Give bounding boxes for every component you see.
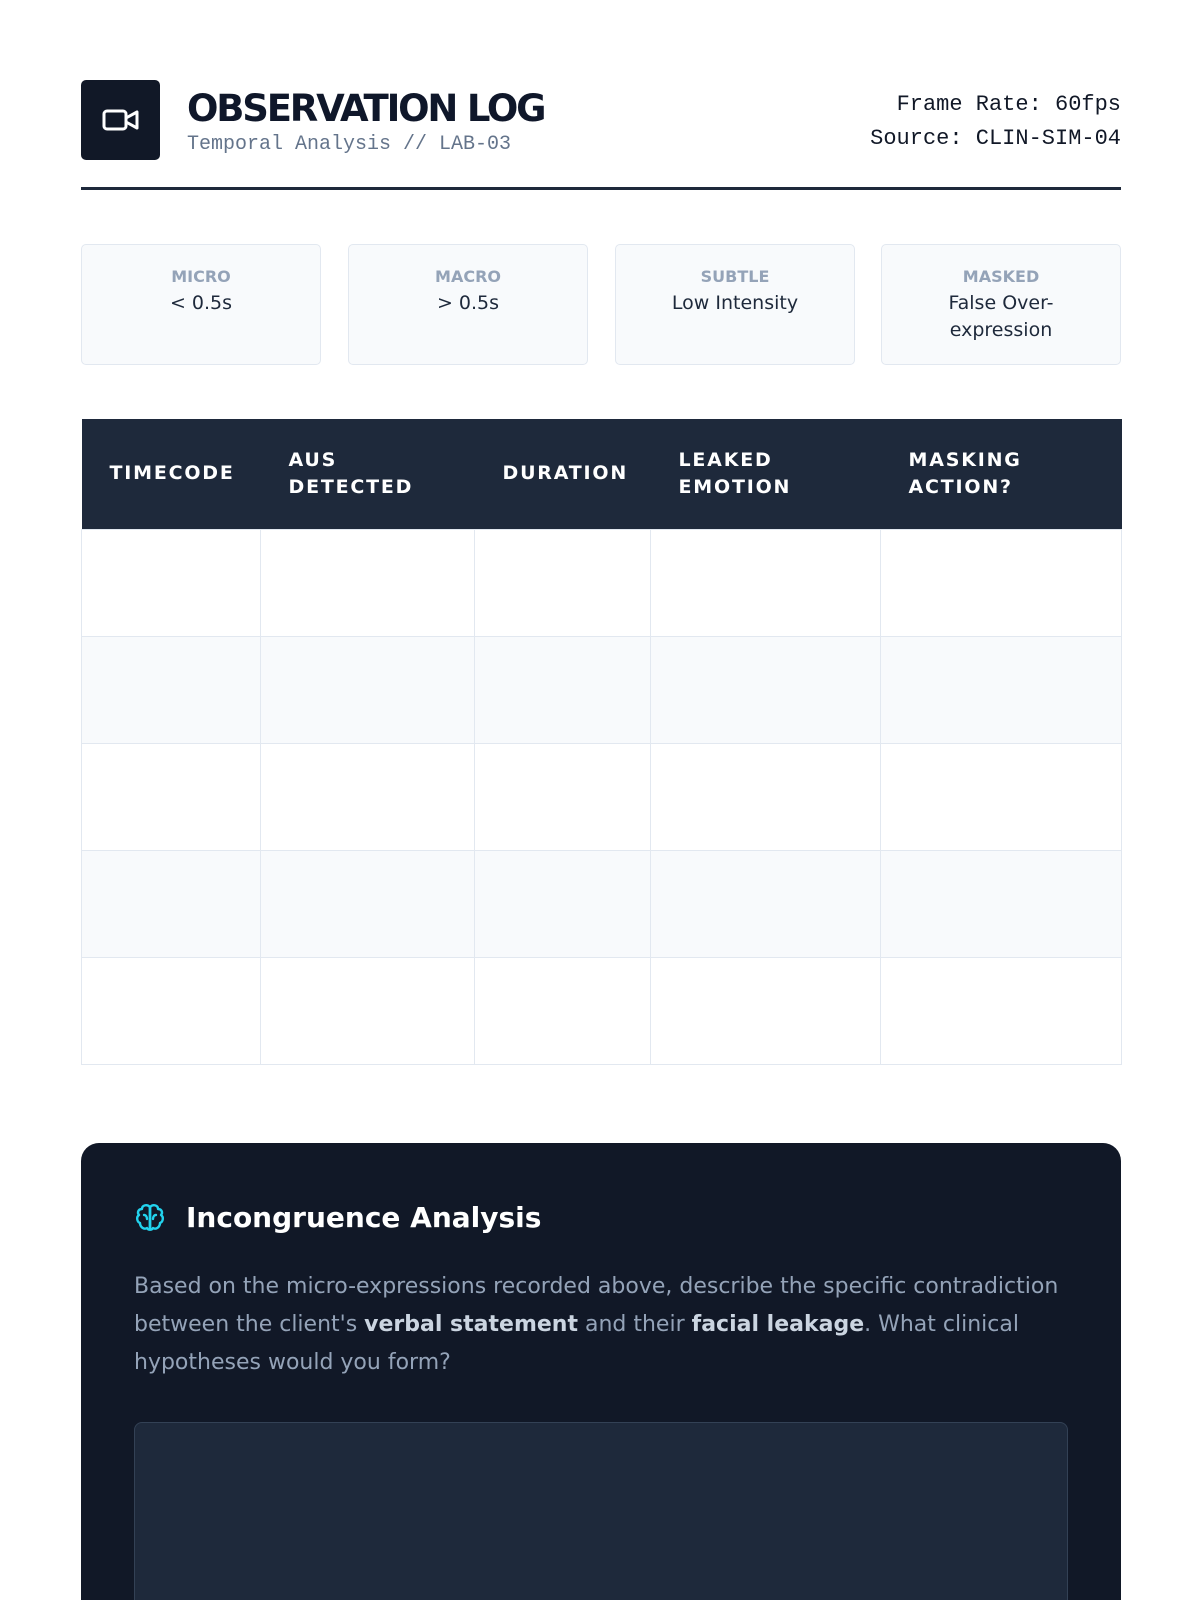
table-cell-aus[interactable] — [261, 529, 475, 636]
table-row — [82, 957, 1122, 1064]
table-row — [82, 743, 1122, 850]
table-cell-emotion[interactable] — [651, 743, 881, 850]
table-cell-duration[interactable] — [475, 743, 651, 850]
legend-label: SUBTLE — [700, 267, 770, 286]
legend-card-macro — [348, 244, 588, 365]
prompt-text: . What clinical hypotheses would you form? — [134, 1312, 1019, 1375]
observation-table — [81, 419, 1122, 1065]
table-cell-aus[interactable] — [261, 636, 475, 743]
legend-value: > 0.5s — [436, 292, 500, 314]
table-cell-aus[interactable] — [261, 743, 475, 850]
table-cell-duration[interactable] — [475, 529, 651, 636]
legend-card-subtle — [615, 244, 855, 365]
table-cell-timecode[interactable] — [82, 636, 261, 743]
column-header-timecode: TIMECODE — [82, 419, 261, 529]
recording-meta — [870, 88, 1121, 156]
table-cell-emotion[interactable] — [651, 529, 881, 636]
video-camera-icon — [102, 107, 140, 133]
prompt-emphasis-verbal: verbal statement — [364, 1312, 578, 1337]
table-cell-duration[interactable] — [475, 850, 651, 957]
table-cell-masking[interactable] — [881, 529, 1122, 636]
analysis-header — [134, 1198, 541, 1238]
logo-badge — [81, 80, 160, 160]
prompt-emphasis-facial: facial leakage — [691, 1312, 865, 1337]
incongruence-analysis-panel — [81, 1143, 1121, 1600]
table-cell-timecode[interactable] — [82, 850, 261, 957]
brain-icon — [134, 1202, 166, 1234]
table-row — [82, 636, 1122, 743]
legend-label: MACRO — [435, 267, 501, 286]
legend-label: MASKED — [962, 267, 1040, 286]
table-cell-timecode[interactable] — [82, 743, 261, 850]
table-cell-emotion[interactable] — [651, 957, 881, 1064]
legend-card-micro — [81, 244, 321, 365]
table-cell-duration[interactable] — [475, 636, 651, 743]
page-subtitle: Temporal Analysis // LAB-03 — [187, 133, 512, 156]
table-header-row — [82, 419, 1122, 529]
analysis-title: Incongruence Analysis — [186, 1201, 542, 1234]
table-cell-masking[interactable] — [881, 743, 1122, 850]
source-id: Source: CLIN-SIM-04 — [870, 126, 1121, 151]
legend-card-masked — [881, 244, 1121, 365]
table-cell-aus[interactable] — [261, 957, 475, 1064]
expression-legend — [81, 244, 1121, 365]
table-row — [82, 850, 1122, 957]
header — [81, 80, 1121, 190]
table-cell-masking[interactable] — [881, 636, 1122, 743]
column-header-masking-action: MASKING ACTION? — [881, 419, 1122, 529]
column-header-aus-detected: AUS DETECTED — [261, 419, 475, 529]
table-cell-masking[interactable] — [881, 957, 1122, 1064]
table-cell-masking[interactable] — [881, 850, 1122, 957]
legend-value: < 0.5s — [169, 292, 233, 314]
column-header-leaked-emotion: LEAKED EMOTION — [651, 419, 881, 529]
table-cell-duration[interactable] — [475, 957, 651, 1064]
analysis-response-textarea[interactable] — [134, 1422, 1068, 1600]
legend-value: False Over-expression — [948, 292, 1054, 341]
page-title: OBSERVATION LOG — [187, 87, 545, 130]
table-cell-timecode[interactable] — [82, 529, 261, 636]
legend-value: Low Intensity — [671, 292, 799, 314]
table-cell-timecode[interactable] — [82, 957, 261, 1064]
analysis-prompt — [134, 1268, 1074, 1382]
table-cell-emotion[interactable] — [651, 636, 881, 743]
frame-rate: Frame Rate: 60fps — [896, 92, 1121, 117]
prompt-text: and their — [577, 1312, 692, 1337]
table-cell-emotion[interactable] — [651, 850, 881, 957]
prompt-text: Based on the micro-expressions recorded above, describe the specific contradiction between the client's — [134, 1274, 1059, 1337]
column-header-duration: DURATION — [475, 419, 651, 529]
table-row — [82, 529, 1122, 636]
legend-label: MICRO — [171, 267, 231, 286]
table-cell-aus[interactable] — [261, 850, 475, 957]
